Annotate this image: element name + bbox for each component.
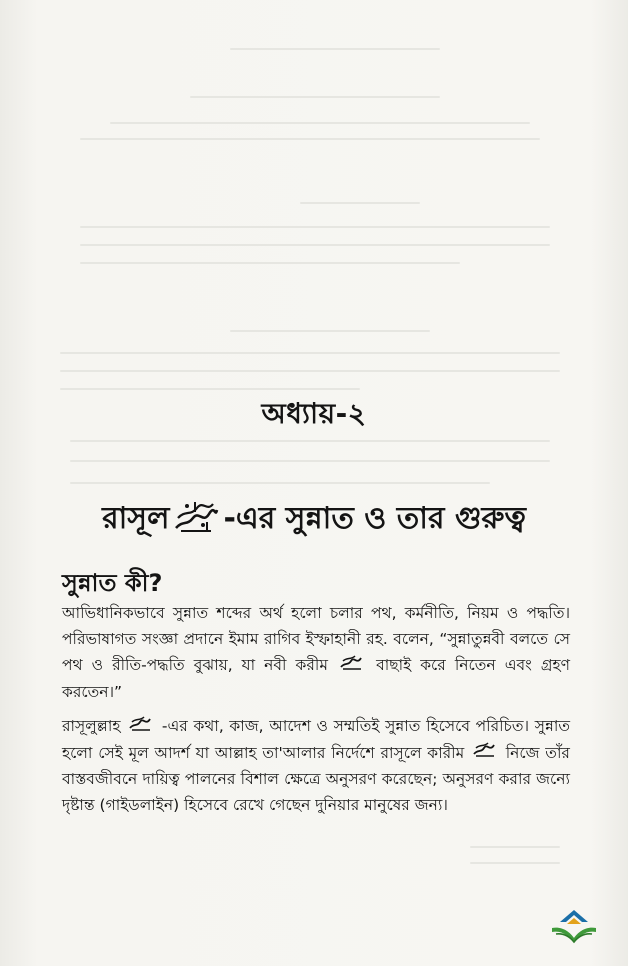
paragraph-1-part1: আভিধানিকভাবে সুন্নাত শব্দের অর্থ হলো চলার পথ, কর্মনীতি, নিয়ম ও পদ্ধতি। পরিভাষাগত সংজ্ঞা প্রদানে ইমাম রাগিব ইস্ফাহানী রহ. বলেন, “সুন্নাতুন্নবী বলতে সে পথ ও রীতি-পদ্ধতি বুঝায়, যা নবী করীম bbox=[62, 604, 570, 674]
paragraph-2-part3: নিজে তাঁর বাস্তবজীবনে দায়িত্ব পালনের বিশাল ক্ষেত্রে অনুসরণ করেছেন; অনুসরণ করার জন্যে দৃষ্টান্ত (গাইডলাইন) হিসেবে রেখে গেছেন দুনিয়ার মানুষের জন্য। bbox=[62, 743, 570, 814]
salawat-calligraphy-icon bbox=[339, 653, 365, 679]
chapter-title bbox=[0, 494, 628, 545]
publisher-logo-icon bbox=[548, 906, 600, 950]
salawat-calligraphy-icon bbox=[173, 498, 219, 542]
paragraph-2 bbox=[62, 713, 570, 818]
paragraph-1-part2: বাছাই করে নিতেন এবং গ্রহণ করতেন।” bbox=[62, 656, 570, 701]
salawat-calligraphy-icon bbox=[128, 714, 154, 740]
salawat-calligraphy-icon bbox=[472, 740, 498, 766]
title-before: রাসূল bbox=[102, 501, 170, 536]
title-after: -এর সুন্নাত ও তার গুরুত্ব bbox=[223, 501, 526, 536]
chapter-heading: অধ্যায়-২ bbox=[261, 397, 367, 430]
section-heading: সুন্নাত কী? bbox=[62, 569, 163, 597]
paragraph-2-part1: রাসূলুল্লাহ bbox=[62, 717, 121, 735]
paragraph-1 bbox=[62, 600, 570, 705]
paragraph-2-part2: -এর কথা, কাজ, আদেশ ও সম্মতিই সুন্নাত হিসেবে পরিচিত। সুন্নাত হলো সেই মূল আদর্শ যা আল্লাহ তা'আলার নির্দেশে রাসূলে কারীম bbox=[62, 717, 570, 762]
